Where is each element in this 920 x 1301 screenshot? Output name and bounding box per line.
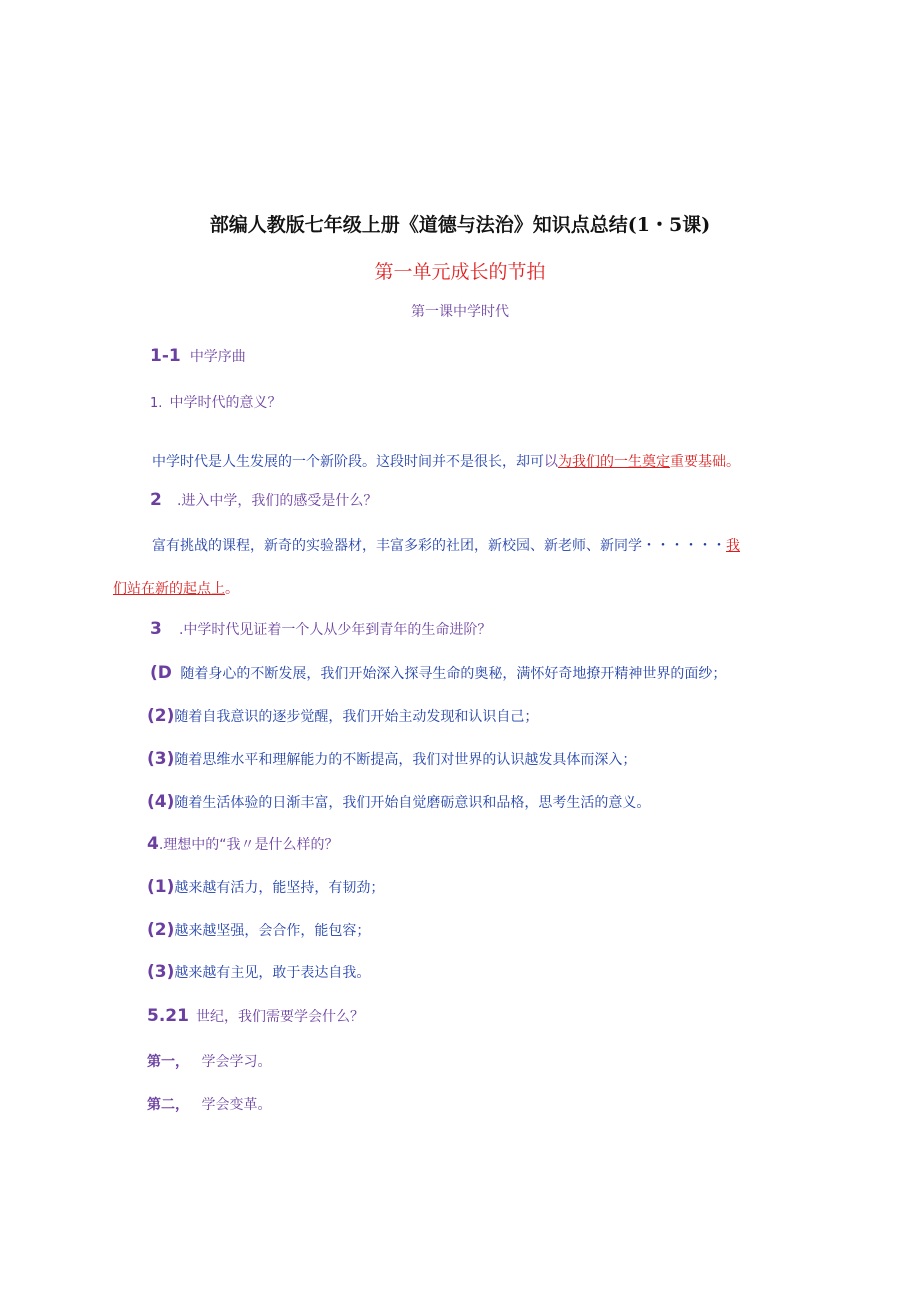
answer-5-item xyxy=(147,1094,271,1114)
lesson-heading: 第一课中学时代 xyxy=(411,304,509,320)
question-5-text: 世纪，我们需要学会什么？ xyxy=(196,1009,365,1025)
question-2-text: .进入中学，我们的感受是什么？ xyxy=(176,493,378,509)
question-4-text: .理想中的“我〃是什么样的？ xyxy=(158,837,339,853)
answer-5-item-label: 第二， xyxy=(147,1097,189,1113)
question-4-number: 4 xyxy=(147,834,159,854)
answer-4-item-text: 越来越坚强，会合作，能包容； xyxy=(174,923,371,939)
answer-4-item xyxy=(147,877,384,897)
answer-3-item-number: (4) xyxy=(147,792,175,812)
answer-2-part1: 富有挑战的课程，新奇的实验器材，丰富多彩的社团，新校园、新老师、新同学・・・・・・ xyxy=(152,538,726,554)
question-1-number: 1. xyxy=(150,396,163,411)
question-5-number: 5.21 xyxy=(147,1006,189,1026)
answer-4-item xyxy=(147,962,370,982)
answer-2-line-1 xyxy=(152,535,740,555)
question-1 xyxy=(150,392,282,412)
answer-3-item-number: (D xyxy=(150,663,172,683)
answer-2-highlight: 们站在新的起点上 xyxy=(113,581,225,597)
answer-2-line-2 xyxy=(113,578,239,598)
question-1-text: 中学时代的意义？ xyxy=(169,395,282,411)
question-3 xyxy=(150,619,491,639)
answer-3-item xyxy=(147,749,636,769)
question-2 xyxy=(150,490,377,510)
question-3-number: 3 xyxy=(150,619,162,639)
answer-3-item-text: 随着身心的不断发展，我们开始深入探寻生命的奥秘，满怀好奇地撩开精神世界的面纱； xyxy=(180,666,727,682)
answer-1-highlight: 为我们的一生奠定 xyxy=(558,454,670,470)
answer-3-item-number: (2) xyxy=(147,706,175,726)
unit-heading: 第一单元成长的节拍 xyxy=(374,261,546,283)
answer-2-part2: 我 xyxy=(726,538,740,554)
answer-2-end: 。 xyxy=(225,581,239,597)
section-heading xyxy=(150,346,246,366)
answer-1 xyxy=(152,451,740,471)
answer-3-item-text: 随着自我意识的逐步觉醒，我们开始主动发现和认识自己； xyxy=(174,709,539,725)
question-5 xyxy=(147,1006,364,1026)
answer-5-item xyxy=(147,1051,271,1071)
section-title: 中学序曲 xyxy=(189,349,246,365)
answer-3-item xyxy=(150,663,726,683)
question-3-text: .中学时代见证着一个人从少年到青年的生命进阶？ xyxy=(178,622,492,638)
answer-4-item-text: 越来越有活力，能坚持，有韧劲； xyxy=(174,880,385,896)
answer-4-item-number: (2) xyxy=(147,920,175,940)
answer-3-item xyxy=(147,792,650,812)
question-2-number: 2 xyxy=(150,490,162,510)
answer-3-item xyxy=(147,706,538,726)
answer-1-part2: 以 xyxy=(544,454,558,470)
answer-5-item-text: 学会变革。 xyxy=(201,1097,272,1113)
answer-4-item-text: 越来越有主见，敢于表达自我。 xyxy=(174,965,371,981)
answer-4-item-number: (3) xyxy=(147,962,175,982)
question-4 xyxy=(147,834,339,854)
answer-3-item-text: 随着生活体验的日渐丰富，我们开始自觉磨砺意识和品格，思考生活的意义。 xyxy=(174,795,651,811)
answer-1-part4: 重要基础。 xyxy=(670,454,740,470)
section-number: 1-1 xyxy=(150,346,181,366)
answer-4-item-number: (1) xyxy=(147,877,175,897)
document-title: 部编人教版七年级上册《道德与法治》知识点总结(1・5课) xyxy=(209,214,711,236)
answer-4-item xyxy=(147,920,370,940)
answer-5-item-label: 第一， xyxy=(147,1054,189,1070)
answer-5-item-text: 学会学习。 xyxy=(201,1054,272,1070)
answer-1-part1: 中学时代是人生发展的一个新阶段。这段时间并不是很长，却可 xyxy=(152,454,544,470)
answer-3-item-text: 随着思维水平和理解能力的不断提高，我们对世界的认识越发具体而深入； xyxy=(174,752,637,768)
answer-3-item-number: (3) xyxy=(147,749,175,769)
